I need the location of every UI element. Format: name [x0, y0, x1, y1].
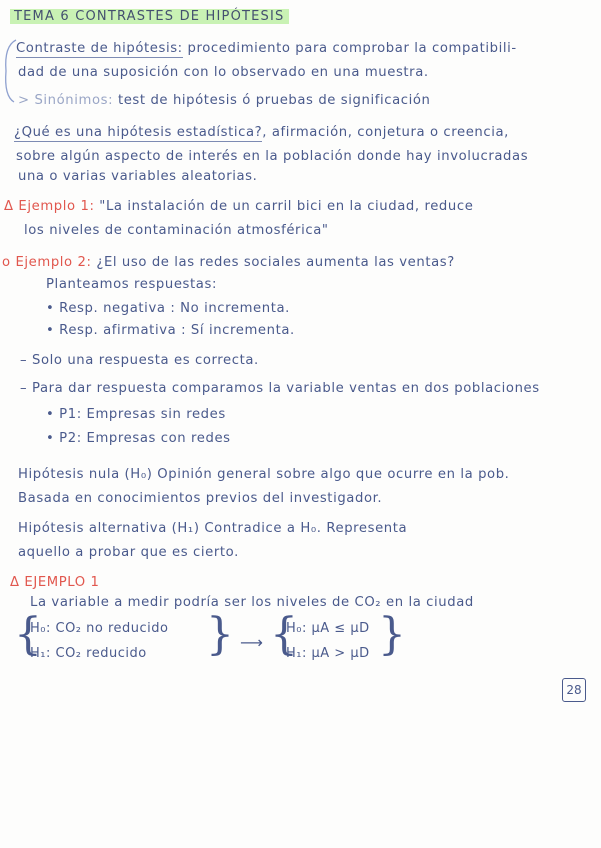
- alt-hypothesis-line-2: aquello a probar que es cierto.: [18, 545, 239, 560]
- example3-h1-math: H₁: μA > μD: [286, 646, 370, 661]
- example1-line-1: Δ Ejemplo 1: "La instalación de un carril bici en la ciudad, reduce: [4, 199, 474, 214]
- example3-h1: H₁: CO₂ reducido: [30, 646, 147, 661]
- question-line-3: una o varias variables aleatorias.: [18, 169, 258, 184]
- left-brace-icon: {: [14, 609, 42, 660]
- example2-positive: • Resp. afirmativa : Sí incrementa.: [46, 323, 295, 338]
- example2-question: o Ejemplo 2: ¿El uso de las redes sociales aumenta las ventas?: [2, 255, 455, 270]
- right-brace-math-icon: }: [378, 609, 406, 660]
- example3-h0-math: H₀: μA ≤ μD: [286, 621, 370, 636]
- page-number: 28: [562, 678, 586, 702]
- synonyms-line: > Sinónimos: test de hipótesis ó pruebas de significación: [18, 93, 431, 108]
- example1-line-2: los niveles de contaminación atmosférica": [24, 223, 329, 238]
- example3-label: Δ EJEMPLO 1: [10, 575, 100, 590]
- example3-text: La variable a medir podría ser los niveles de CO₂ en la ciudad: [30, 595, 474, 610]
- page-title: TEMA 6 CONTRASTES DE HIPÓTESIS: [10, 8, 289, 26]
- example2-negative: • Resp. negativa : No incrementa.: [46, 301, 290, 316]
- example3-h0: H₀: CO₂ no reducido: [30, 621, 169, 636]
- null-hypothesis-line-1: Hipótesis nula (H₀) Opinión general sobre algo que ocurre en la pob.: [18, 467, 510, 482]
- question-line-1: ¿Qué es una hipótesis estadística?, afirmación, conjetura o creencia,: [14, 125, 509, 140]
- definition-line-1: Contraste de hipótesis: procedimiento para comprobar la compatibili-: [16, 41, 517, 56]
- note-p1: • P1: Empresas sin redes: [46, 407, 226, 422]
- example2-pose: Planteamos respuestas:: [46, 277, 217, 292]
- definition-line-2: dad de una suposición con lo observado en una muestra.: [18, 65, 429, 80]
- note-compare: – Para dar respuesta comparamos la variable ventas en dos poblaciones: [20, 381, 540, 396]
- note-p2: • P2: Empresas con redes: [46, 431, 231, 446]
- alt-hypothesis-line-1: Hipótesis alternativa (H₁) Contradice a H₀. Representa: [18, 521, 408, 536]
- left-brace-math-icon: {: [270, 609, 298, 660]
- null-hypothesis-line-2: Basada en conocimientos previos del investigador.: [18, 491, 383, 506]
- note-one-correct: – Solo una respuesta es correcta.: [20, 353, 259, 368]
- implies-arrow-icon: ⟶: [240, 633, 264, 652]
- question-line-2: sobre algún aspecto de interés en la población donde hay involucradas: [16, 149, 529, 164]
- right-brace-icon: }: [206, 609, 234, 660]
